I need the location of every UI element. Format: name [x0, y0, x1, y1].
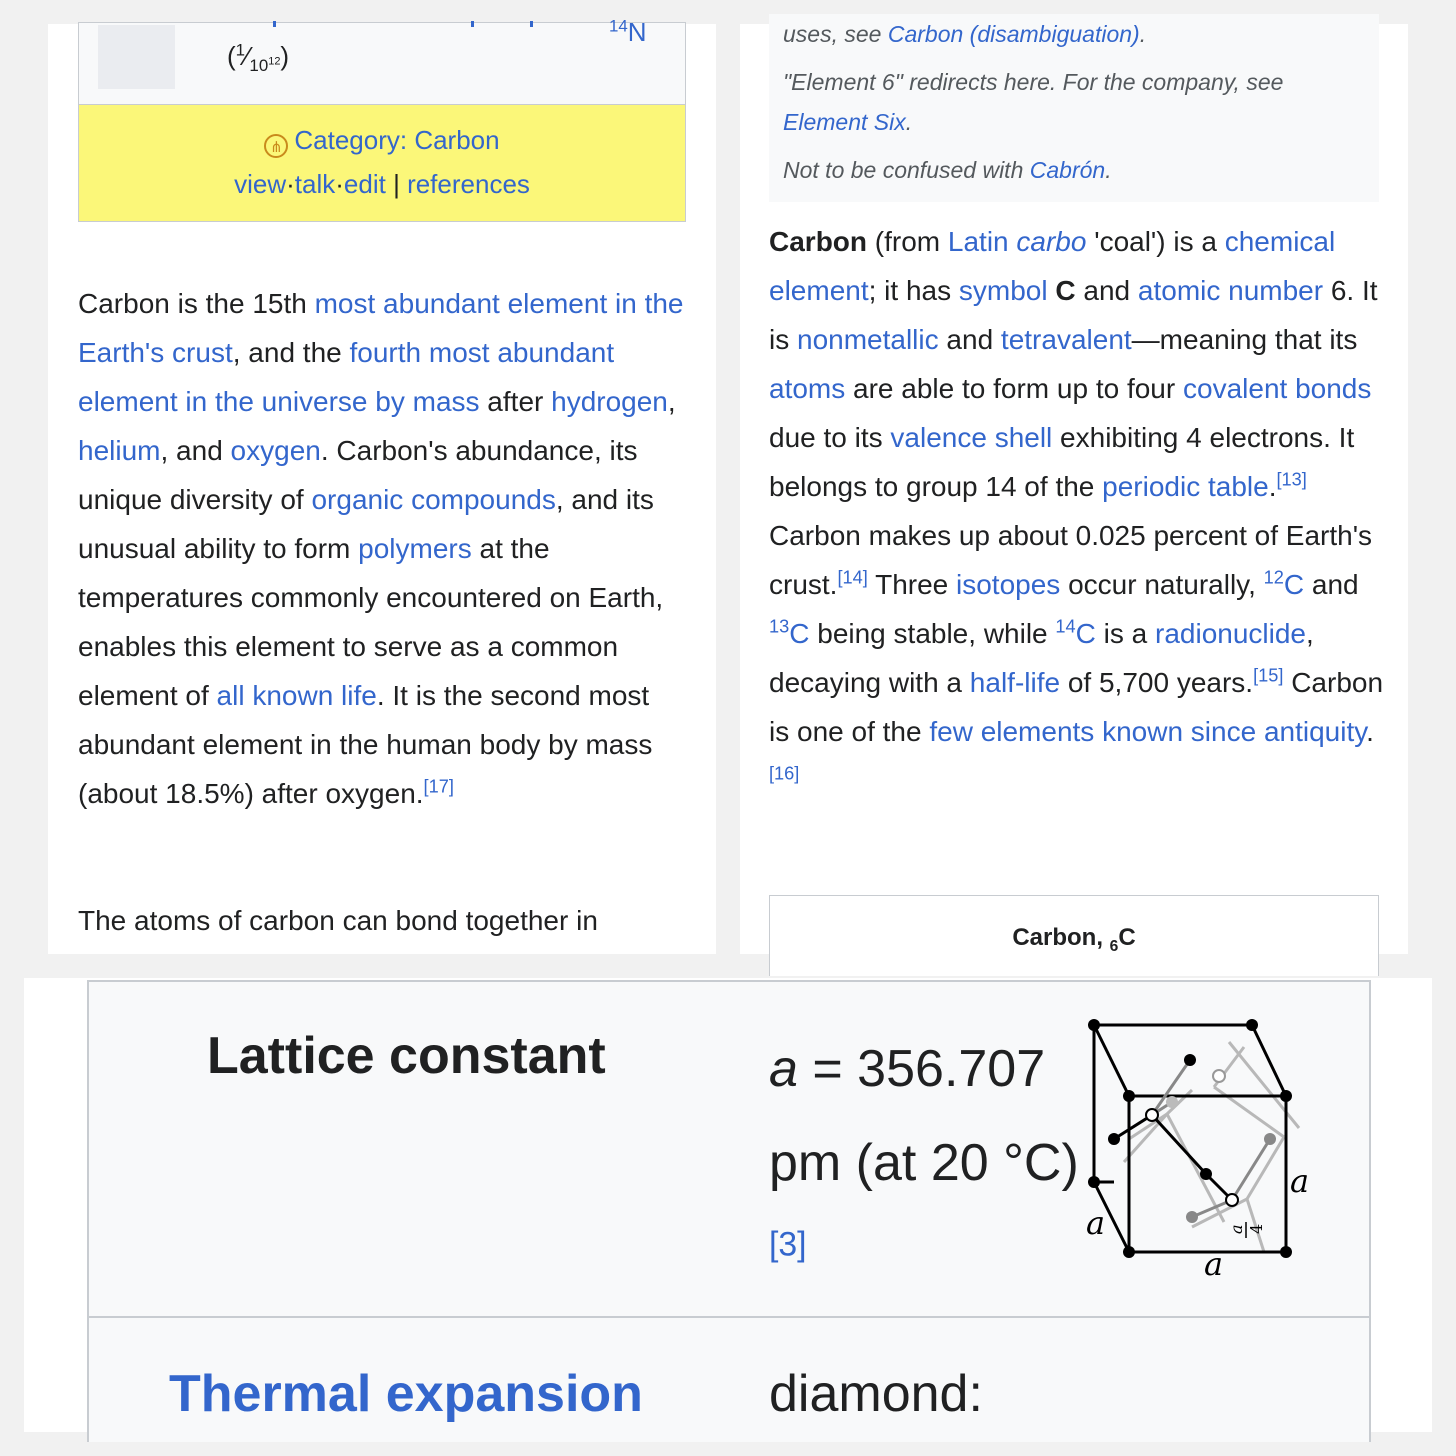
periodic-table-link[interactable]: periodic table: [1102, 471, 1269, 502]
svg-text:a: a: [1086, 1204, 1106, 1242]
svg-text:a: a: [1204, 1245, 1224, 1283]
atoms-link[interactable]: atoms: [769, 373, 846, 404]
few-elements-antiquity-link[interactable]: few elements known since antiquity: [929, 716, 1367, 747]
reference-16[interactable]: [16]: [769, 763, 800, 784]
isotope-thumbnail: [98, 25, 175, 89]
edit-link[interactable]: edit: [343, 169, 386, 199]
reference-14[interactable]: [14]: [837, 567, 868, 588]
lattice-constant-label: Lattice constant: [207, 1027, 606, 1085]
view-link[interactable]: view: [234, 169, 287, 199]
chemical-element-link[interactable]: chemical element: [769, 226, 1336, 306]
diamond-unit-cell-diagram: [1086, 1012, 1314, 1283]
polymers-link[interactable]: polymers: [358, 533, 472, 564]
fourth-most-abundant-link[interactable]: fourth most abundant element in the universe by mass: [78, 337, 615, 417]
separator-dot: ·: [335, 169, 344, 199]
abundance-paragraph: Carbon is the 15th most abundant element in the Earth's crust, and the fourth most abundant element in the universe by mass after hydrogen, helium, and oxygen. Carbon's abundance, its unique diversity of organic compounds, and its unusual ability to form polymers at the temperatures commonly encountered on Earth, enables this element to serve as a common element of all known life. It is the second most abundant element in the human body by mass (about 18.5%) after oxygen.[17]: [78, 288, 684, 809]
decay-product-link[interactable]: $^{14}$N: [609, 16, 647, 47]
tetravalent-link[interactable]: tetravalent: [1000, 324, 1132, 355]
symbol-link[interactable]: symbol: [958, 275, 1048, 306]
talk-link[interactable]: talk: [294, 169, 336, 199]
carbo-link[interactable]: carbo: [1016, 226, 1087, 257]
thermal-expansion-link[interactable]: Thermal expansion: [169, 1365, 643, 1423]
organic-compounds-link[interactable]: organic compounds: [311, 484, 556, 515]
lead-paragraph: Carbon (from Latin carbo 'coal') is a chemical element; it has symbol C and atomic number 6. It is nonmetallic and tetravalent—meaning that its atoms are able to form up to four covalent bonds due to its valence shell exhibiting 4 electrons. It belongs to group 14 of the periodic table.[13] Carbon makes up about 0.025 percent of Earth's crust.[14] Three isotopes occur naturally, $^{12}$C and $^{13}$C being stable, while $^{14}$C is a radionuclide, decaying with a half-life of 5,700 years.[15] Carbon is one of the few elements known since antiquity.[16]: [769, 226, 1384, 784]
bonding-paragraph: The atoms of carbon can bond together in: [78, 905, 598, 936]
carbon-13-link[interactable]: $^{13}$C: [769, 616, 810, 649]
properties-table-panel: [24, 978, 1432, 1432]
hatnote-box: uses, see Carbon (disambiguation). "Element 6" redirects here. For the company, see Element Six. Not to be confused with Cabrón.: [769, 14, 1379, 202]
valence-shell-link[interactable]: valence shell: [890, 422, 1053, 453]
element-six-link[interactable]: Element Six: [783, 109, 906, 135]
abundance-ratio: $(^1⁄_{10^{12}})$: [227, 40, 290, 76]
link-fragment: [273, 21, 276, 27]
covalent-bonds-link[interactable]: covalent bonds: [1183, 373, 1372, 404]
carbon-12-link[interactable]: $^{12}$C: [1263, 567, 1305, 600]
thermal-expansion-value: diamond:: [769, 1365, 983, 1423]
cabron-link[interactable]: Cabrón: [1029, 157, 1106, 183]
infobox-title: Carbon, $_6$C: [1012, 924, 1136, 955]
svg-text:4: 4: [1247, 1223, 1266, 1234]
svg-text:a: a: [1290, 1162, 1310, 1200]
reference-15[interactable]: [15]: [1253, 665, 1284, 686]
carbon-14-link[interactable]: $^{14}$C: [1055, 616, 1096, 649]
link-fragment: [471, 21, 474, 27]
latin-link[interactable]: Latin: [947, 226, 1009, 257]
table-row: [89, 982, 1369, 1318]
reference-3[interactable]: [3]: [769, 1225, 807, 1264]
link-fragment: [530, 21, 533, 27]
all-known-life-link[interactable]: all known life: [216, 680, 377, 711]
isotopes-link[interactable]: isotopes: [956, 569, 1061, 600]
oxygen-link[interactable]: oxygen: [230, 435, 321, 466]
right-article-panel: [740, 21, 1408, 955]
carbon-disambiguation-link[interactable]: Carbon (disambiguation): [887, 21, 1140, 47]
helium-link[interactable]: helium: [78, 435, 161, 466]
references-link[interactable]: references: [407, 169, 530, 199]
element-infobox-header: [769, 895, 1379, 976]
properties-table: [87, 980, 1371, 1442]
radionuclide-link[interactable]: radionuclide: [1155, 618, 1307, 649]
atomic-number-link[interactable]: atomic number: [1137, 275, 1324, 306]
table-row: [89, 1318, 1369, 1448]
most-abundant-crust-link[interactable]: most abundant element in the Earth's crust: [78, 288, 684, 368]
isotope-infobox: [78, 16, 686, 222]
separator-dot: ·: [286, 169, 295, 199]
svg-text:a: a: [1227, 1224, 1246, 1234]
lattice-constant-value: a = 356.707 pm (at 20 °C)[3]: [769, 1040, 1079, 1264]
half-life-link[interactable]: half-life: [969, 667, 1061, 698]
category-bar: [79, 104, 685, 221]
left-article-panel: [48, 16, 716, 954]
category-icon: ⋔: [264, 134, 288, 158]
separator-bar: |: [393, 169, 400, 199]
category-link[interactable]: Category: Carbon: [294, 125, 500, 155]
nonmetallic-link[interactable]: nonmetallic: [797, 324, 939, 355]
hydrogen-link[interactable]: hydrogen: [551, 386, 668, 417]
reference-13[interactable]: [13]: [1276, 469, 1307, 490]
reference-17[interactable]: [17]: [423, 776, 454, 797]
